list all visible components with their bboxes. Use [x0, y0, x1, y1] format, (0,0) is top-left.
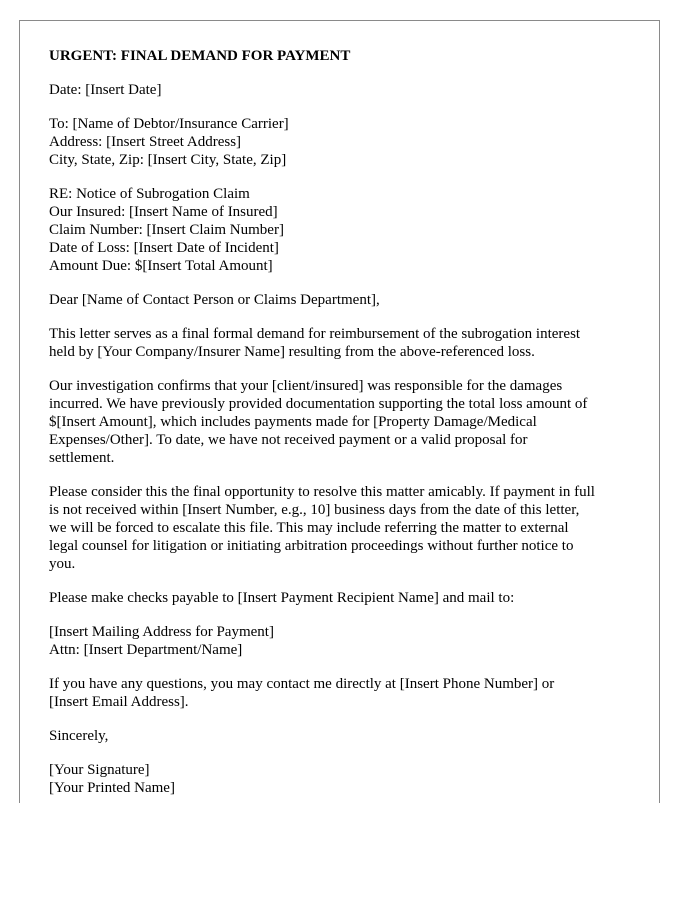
recipient-block: [49, 115, 649, 169]
printed-name-line: [Your Printed Name]: [49, 780, 175, 796]
paragraph-line: [Insert Email Address].: [49, 694, 189, 710]
recipient-address-line: Address: [Insert Street Address]: [49, 134, 242, 150]
reference-block: [49, 185, 649, 275]
letter-date: [49, 81, 649, 99]
paragraph-line: incurred. We have previously provided documentation supporting the total loss amount of: [49, 396, 588, 412]
date-line: Date: [Insert Date]: [49, 82, 162, 98]
paragraph-line: settlement.: [49, 450, 115, 466]
paragraph-line: Please consider this the final opportunity to resolve this matter amicably. If payment in full: [49, 484, 595, 500]
paragraph-line: is not received within [Insert Number, e.g., 10] business days from the date of this letter,: [49, 502, 580, 518]
reference-amount-due-line: Amount Due: $[Insert Total Amount]: [49, 258, 273, 274]
paragraph-line: This letter serves as a final formal demand for reimbursement of the subrogation interest: [49, 326, 581, 342]
recipient-city-line: City, State, Zip: [Insert City, State, Zip]: [49, 152, 287, 168]
closing-line: Sincerely,: [49, 728, 109, 744]
paragraph-line: Please make checks payable to [Insert Payment Recipient Name] and mail to:: [49, 590, 515, 606]
paragraph-line: Expenses/Other]. To date, we have not received payment or a valid proposal for: [49, 432, 528, 448]
paragraph-line: you.: [49, 556, 76, 572]
paragraph-final-opportunity: [49, 483, 649, 573]
reference-subject-line: RE: Notice of Subrogation Claim: [49, 186, 250, 202]
paragraph-line: Our investigation confirms that your [client/insured] was responsible for the damages: [49, 378, 563, 394]
recipient-name-line: To: [Name of Debtor/Insurance Carrier]: [49, 116, 289, 132]
signature-block: [49, 761, 649, 797]
paragraph-line: held by [Your Company/Insurer Name] resulting from the above-referenced loss.: [49, 344, 535, 360]
paragraph-line: $[Insert Amount], which includes payments made for [Property Damage/Medical: [49, 414, 537, 430]
paragraph-contact: [49, 675, 649, 711]
mailing-address-line: [Insert Mailing Address for Payment]: [49, 624, 274, 640]
paragraph-line: If you have any questions, you may contact me directly at [Insert Phone Number] or: [49, 676, 555, 692]
paragraph-line: we will be forced to escalate this file. This may include referring the matter to external: [49, 520, 569, 536]
reference-claim-number-line: Claim Number: [Insert Claim Number]: [49, 222, 284, 238]
paragraph-investigation: [49, 377, 649, 467]
closing: [49, 727, 649, 745]
paragraph-demand: [49, 325, 649, 361]
salutation-line: Dear [Name of Contact Person or Claims Department],: [49, 292, 380, 308]
reference-insured-line: Our Insured: [Insert Name of Insured]: [49, 204, 278, 220]
mailing-attn-line: Attn: [Insert Department/Name]: [49, 642, 243, 658]
signature-line: [Your Signature]: [49, 762, 150, 778]
salutation: [49, 291, 649, 309]
paragraph-line: legal counsel for litigation or initiating arbitration proceedings without further notice to: [49, 538, 574, 554]
reference-date-of-loss-line: Date of Loss: [Insert Date of Incident]: [49, 240, 279, 256]
letter-title: URGENT: FINAL DEMAND FOR PAYMENT: [49, 48, 351, 64]
mailing-address-block: [49, 623, 649, 659]
paragraph-payment-instructions: [49, 589, 649, 607]
letter-body: [49, 47, 649, 797]
